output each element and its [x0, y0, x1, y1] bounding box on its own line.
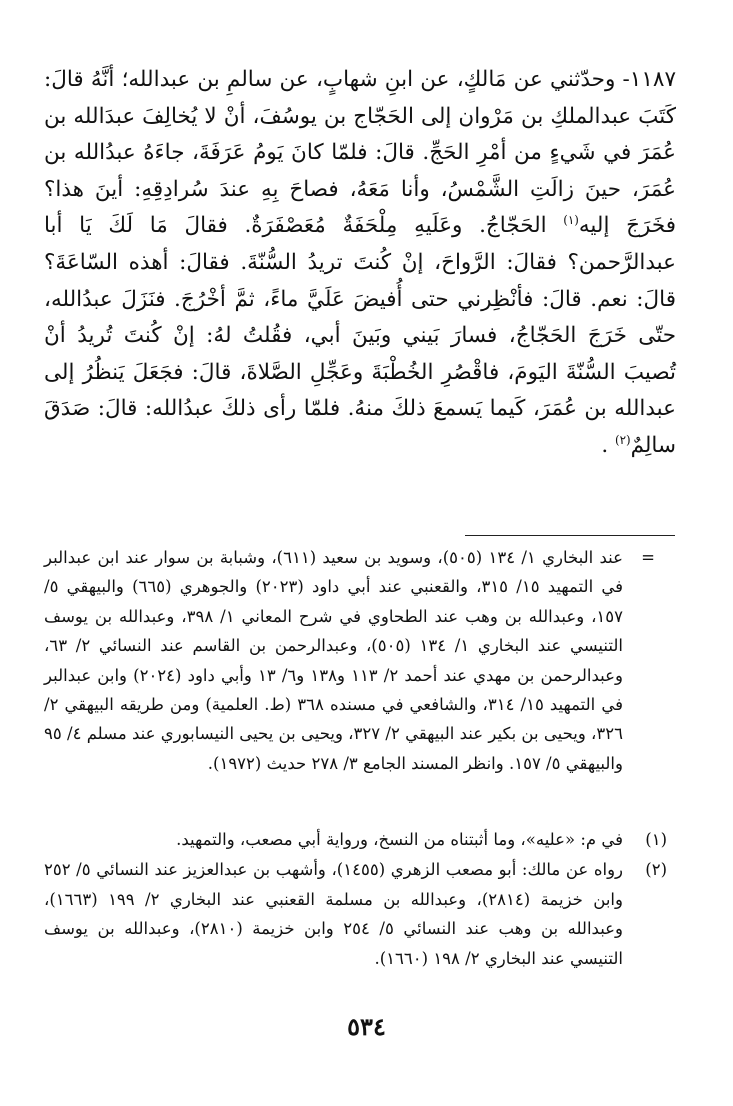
footnote-divider	[465, 535, 675, 536]
footnote-1	[44, 825, 667, 854]
footnote-text: في م: «عليه»، وما أثبتناه من النسخ، ورواية أبي مصعب، والتمهيد.	[176, 830, 623, 849]
page-number: ٥٣٤	[347, 1012, 386, 1041]
hadith-paragraph	[44, 62, 676, 465]
footnote-2	[44, 855, 667, 973]
footnote-continuation-paragraph	[44, 543, 667, 778]
footnote-number: (١)	[645, 830, 667, 849]
footnote-number: (٢)	[645, 860, 667, 880]
footnote-continuation-text: عند البخاري ١/ ١٣٤ (٥٠٥)، وسويد بن سعيد (٦١١)، وشبابة بن سوار عند ابن عبدالبر في التمهيد ١٥/ ٣١٥، والقعنبي عند أبي داود (٢٠٢٣) والجوهري (٦٦٥) والبيهقي ٥/ ١٥٧، وعبدالله بن وهب عند الطحاوي في شرح المعاني ١/ ٣٩٨، وعبدالله بن يوسف التنيسي عند البخاري ١/ ١٣٤ (٥٠٥)، وعبدالرحمن بن القاسم عند النسائي ٢/ ٦٣، وعبدالرحمن بن مهدي عند أحمد ٢/ ١١٣ و١٣٨ و٦/ ١٣ وأبي داود (٢٠٢٤) وابن عبدالبر في التمهيد ١٥/ ٣١٤، والشافعي في مسنده ٣٦٨ (ط. العلمية) ومن طريقه البيهقي ٢/ ٣٢٦، ويحيى بن بكير عند البيهقي ٢/ ٣٢٧، ويحيى بن يحيى النيسابوري عند مسلم ٤/ ٩٥ والبيهقي ٥/ ١٥٧. وانظر المسند الجامع ٣/ ٢٧٨ حديث (١٩٧٢).	[44, 548, 624, 773]
hadith-text	[44, 62, 676, 465]
hadith-text-part2: الحَجّاجُ. وعَلَيهِ مِلْحَفَةٌ مُعَصْفَرَةٌ. فقالَ مَا لَكَ يَا أبا عبدالرَّحمن؟ فقالَ: الرَّواحَ، إنْ كُنتَ تريدُ السُّنّةَ. فقالَ: أهذه السّاعَةَ؟ قالَ: نعم. قالَ: فأنْظِرني حتى أُفيضَ عَلَيَّ ماءً، ثمَّ أخْرُجَ. فنَزَلَ عبدُالله، حتّى خَرَجَ الحَجّاجُ، فسارَ بَيني وبَينَ أبي، فقُلتُ لهُ: إنْ كُنتَ تُريدُ أنْ تُصيبَ السُّنّةَ اليَومَ، فاقْصُرِ الخُطْبَةَ وعَجِّلِ الصَّلاةَ، قالَ: فجَعَلَ يَنظُرُ إلى عبدالله بن عُمَرَ، كَيما يَسمعَ ذلكَ منهُ. فلمّا رأى ذلكَ عبدُالله: قالَ: صَدَقَ سالِمٌ	[44, 213, 676, 458]
footnote-reference-1: (١)	[563, 213, 579, 228]
footnote-reference-2: (٢)	[614, 432, 631, 447]
footnote-text: رواه عن مالك: أبو مصعب الزهري (١٤٥٥)، وأشهب بن عبدالعزيز عند النسائي ٥/ ٢٥٢ وابن خزيمة (٢٨١٤)، وعبدالله بن مسلمة القعنبي عند البخاري ٢/ ١٩٩ (١٦٦٣)، وعبدالله بن وهب عند النسائي ٥/ ٢٥٤ وابن خزيمة (٢٨١٠)، وعبدالله بن يوسف التنيسي عند البخاري ٢/ ١٩٨ (١٦٦٠).	[44, 860, 624, 968]
continuation-marker: =	[641, 548, 655, 567]
footnote-continuation	[44, 543, 667, 778]
hadith-text-part1: ١١٨٧- وحدّثني عن مَالكٍ، عن ابنِ شهابٍ، عن سالمِ بن عبدالله؛ أنَّهُ قالَ: كَتَبَ عبدالملكِ بن مَرْوان إلى الحَجّاج بن يوسُفَ، أنْ لا يُخالِفَ عبدَالله بن عُمَرَ في شَيءٍ من أمْرِ الحَجِّ. قالَ: فلمّا كانَ يَومُ عَرَفَةَ، جاءَهُ عبدُالله بن عُمَرَ، حينَ زالَتِ الشَّمْسُ، وأنا مَعَهُ، فصاحَ بِهِ عندَ سُرادِقِهِ: أينَ هذا؟ فخَرَجَ إليه	[44, 67, 676, 239]
hadith-text-end: .	[601, 432, 615, 458]
footnotes	[44, 825, 667, 974]
